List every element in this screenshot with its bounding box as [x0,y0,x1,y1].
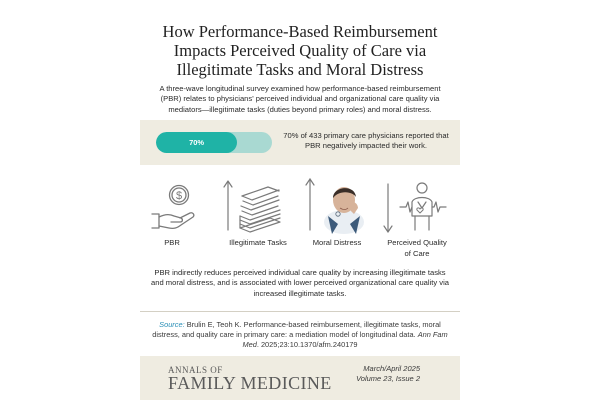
progress-bar-track [156,132,272,153]
paper-stack-icon [222,178,286,234]
hand-coin-icon [146,176,202,232]
issue-date: March/April 2025 [363,364,420,373]
issue-volume: Volume 23, Issue 2 [356,374,420,384]
conclusion-paragraph: PBR indirectly reduces perceived individual care quality by increasing illegitimate tasks and moral distress, and is associated with lower perceived organizational care quality via increased illegitimate tasks. [151,268,449,298]
flow-label-pbr: PBR [164,238,180,247]
journal-abbrev: Ann Fam Med [242,330,448,350]
source-citation [148,320,452,351]
divider [140,311,460,312]
progress-bar-fill [156,132,237,153]
source-label: Source: [159,320,185,329]
journal-footer [140,356,460,400]
svg-text:$: $ [175,190,183,202]
citation-text: Brulin E, Teoh K. Performance-based reimbursement, illegitimate tasks, moral distress, and quality care in primary care: a mediation model of longitudinal data. [152,320,441,340]
journal-logo: FAMILY MEDICINE [168,373,332,393]
doctor-heart-icon [382,180,452,236]
flow-label-illegitimate-tasks: Illegitimate Tasks [229,238,287,247]
page-title: How Performance-Based Reimbursement Impacts Perceived Quality of Care via Illegitimate Tasks and Moral Distress [162,22,438,79]
mediation-flow [140,172,460,262]
issue-info [300,364,420,384]
progress-bar-label: 70% [189,138,205,147]
down-arrow-icon [384,184,392,232]
journal-logo-top: ANNALS OF [168,365,223,375]
distressed-physician-icon [304,176,368,234]
citation-doi: . 2025;23:10.1370/afm.240179 [256,340,358,350]
flow-label-perceived-quality: Perceived Quality of Care [387,238,447,258]
intro-paragraph: A three-wave longitudinal survey examined how performance-based reimbursement (PBR) relates to physicians' perceived individual and organizational care quality via mediators—illegitimate tasks (duties beyond primary roles) and moral distress. [159,84,441,114]
statistic-text: 70% of 433 primary care physicians reported that PBR negatively impacted their work. [283,131,449,151]
flow-label-moral-distress: Moral Distress [312,238,362,247]
up-arrow-icon [306,179,314,230]
statistic-band [140,120,460,165]
up-arrow-icon [224,181,232,230]
